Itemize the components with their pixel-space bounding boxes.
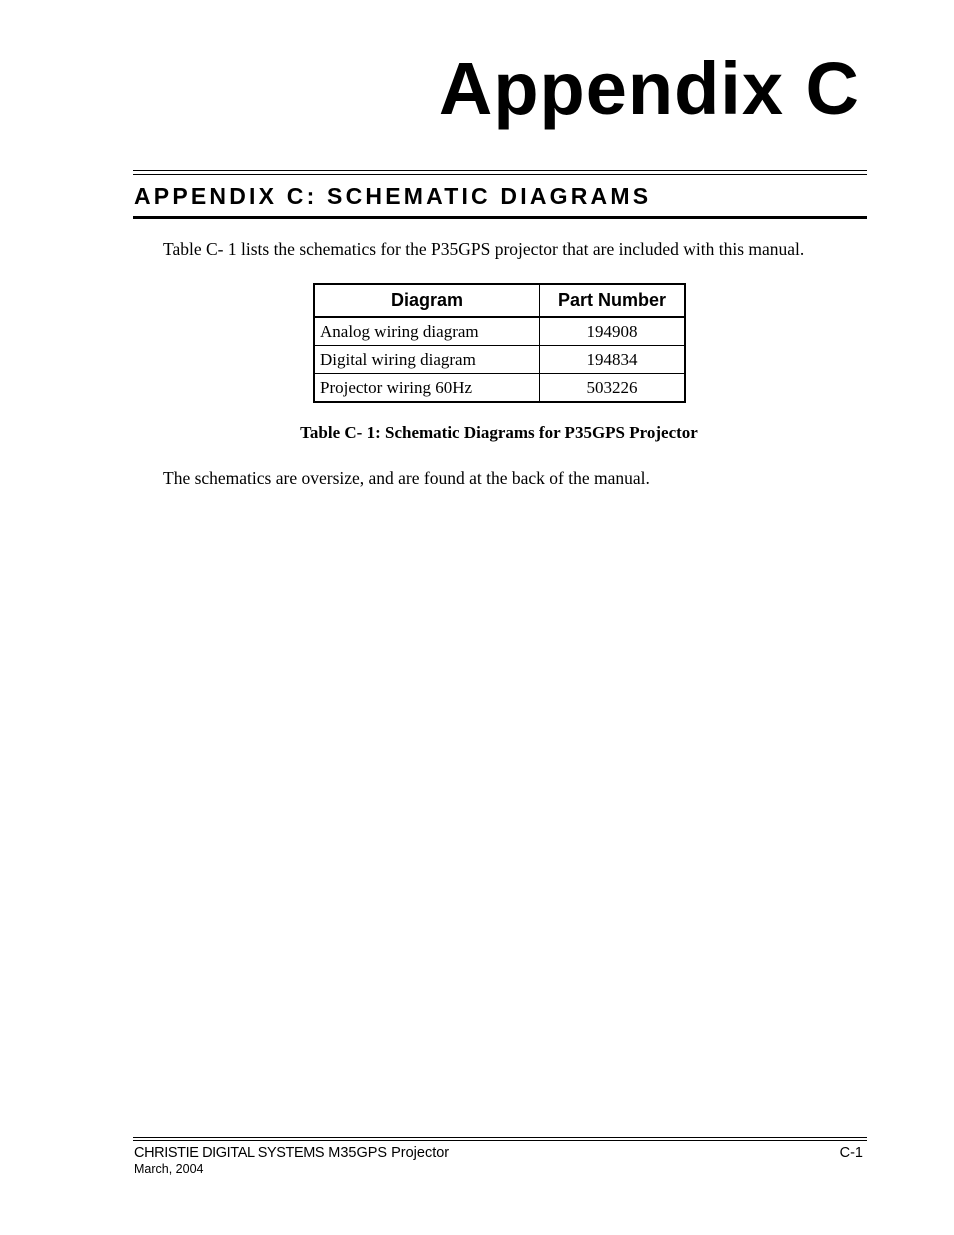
heading-bottom-rule bbox=[133, 216, 867, 219]
footer-rule bbox=[133, 1137, 867, 1141]
cell-diagram: Analog wiring diagram bbox=[314, 317, 540, 346]
footer-date: March, 2004 bbox=[134, 1162, 204, 1176]
table-row bbox=[314, 374, 685, 403]
note-paragraph: The schematics are oversize, and are found at the back of the manual. bbox=[163, 468, 650, 488]
footer-page-number: C-1 bbox=[839, 1145, 863, 1161]
column-header-part-number: Part Number bbox=[540, 284, 686, 317]
section-heading: APPENDIX C: SCHEMATIC DIAGRAMS bbox=[134, 183, 652, 209]
cell-part-number: 194908 bbox=[540, 317, 686, 346]
footer-left bbox=[134, 1145, 449, 1177]
chapter-title: Appendix C bbox=[438, 47, 860, 130]
footer-product: M35GPS Projector bbox=[328, 1145, 450, 1161]
table-row bbox=[314, 317, 685, 346]
cell-diagram: Digital wiring diagram bbox=[314, 346, 540, 374]
footer-brand: CHRISTIE DIGITAL SYSTEMS bbox=[134, 1145, 325, 1161]
intro-paragraph: Table C- 1 lists the schematics for the P35GPS projector that are included with this manual. bbox=[163, 239, 805, 259]
cell-diagram: Projector wiring 60Hz bbox=[314, 374, 540, 403]
table-row bbox=[314, 346, 685, 374]
schematics-table bbox=[313, 283, 686, 403]
heading-top-rule bbox=[133, 170, 867, 175]
table-header-row bbox=[314, 284, 685, 317]
column-header-diagram: Diagram bbox=[314, 284, 540, 317]
table-caption: Table C- 1: Schematic Diagrams for P35GPS Projector bbox=[300, 423, 698, 442]
cell-part-number: 503226 bbox=[540, 374, 686, 403]
cell-part-number: 194834 bbox=[540, 346, 686, 374]
